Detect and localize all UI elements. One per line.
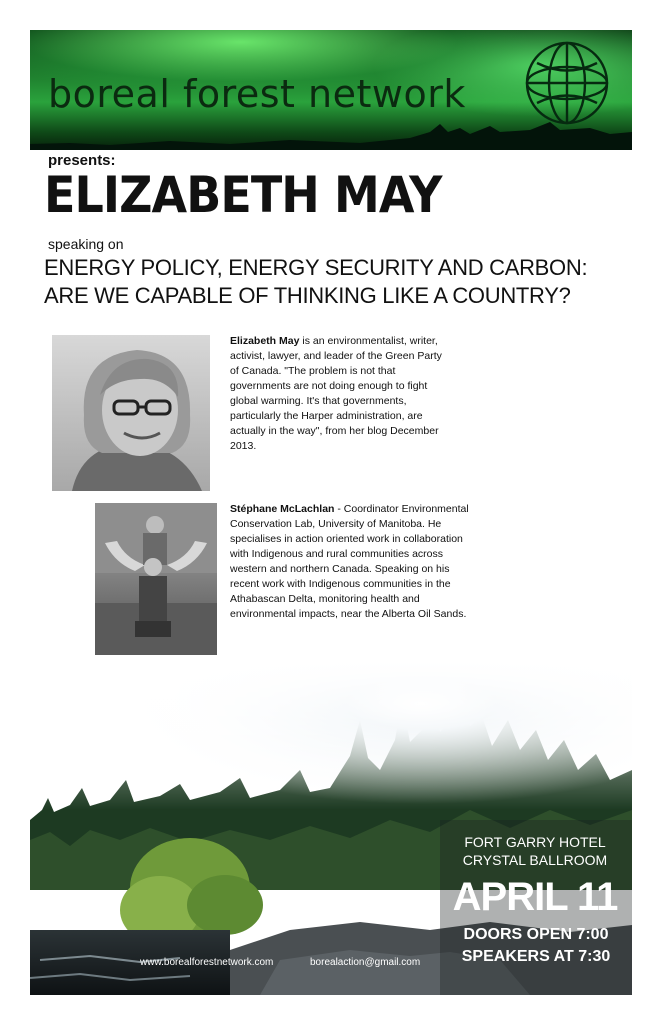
speaker-name: ELIZABETH MAY bbox=[44, 166, 442, 224]
bio-text: - Coordinator Environmental Conservation Lab, University of Manitoba. He specialises in action oriented work in collaboration with Indigenous and rural communities across western and northern Canada. Speaking on his recent work with Indigenous communities in the Athabascan Delta, monitoring health and environmental impacts, near the Alberta Oil Sands. bbox=[230, 503, 469, 620]
talk-title-line-2: ARE WE CAPABLE OF THINKING LIKE A COUNTRY? bbox=[44, 283, 571, 308]
venue-line-1: FORT GARRY HOTEL bbox=[464, 834, 606, 850]
talk-title-line-1: ENERGY POLICY, ENERGY SECURITY AND CARBON: bbox=[44, 255, 588, 280]
bio-name: Stéphane McLachlan bbox=[230, 503, 335, 515]
venue-name bbox=[450, 833, 620, 869]
speakers-at: SPEAKERS AT 7:30 bbox=[461, 948, 611, 965]
banner-title: boreal forest network bbox=[48, 72, 466, 116]
bio-elizabeth-may bbox=[230, 334, 452, 454]
presents-label: presents: bbox=[48, 152, 116, 169]
footer-website-link[interactable]: www.borealforestnetwork.com bbox=[140, 957, 274, 968]
portrait-illustration bbox=[52, 335, 210, 491]
doors-open: DOORS OPEN 7:00 bbox=[463, 926, 609, 943]
speaker-photo-may bbox=[52, 335, 210, 491]
scene-top-fade bbox=[30, 660, 632, 810]
field-photo-illustration bbox=[95, 503, 217, 655]
talk-title bbox=[44, 254, 624, 310]
bio-name: Elizabeth May bbox=[230, 335, 300, 347]
venue-line-2: CRYSTAL BALLROOM bbox=[462, 852, 608, 868]
globe-logo-icon bbox=[522, 38, 612, 128]
event-date: APRIL 11 bbox=[452, 875, 618, 919]
banner bbox=[30, 30, 632, 150]
bio-text: is an environmentalist, writer, activist, lawyer, and leader of the Green Party of Canada. "The problem is not that governments are not doing enough to fight global warming. It's that governments, particularly the Harper administration, are actually in the way", from her blog December 2013. bbox=[230, 335, 442, 452]
event-times bbox=[448, 924, 624, 968]
bio-stephane-mclachlan bbox=[230, 502, 480, 622]
speaker-photo-mclachlan bbox=[95, 503, 217, 655]
speaking-on-label: speaking on bbox=[48, 236, 124, 252]
footer-email-link[interactable]: borealaction@gmail.com bbox=[310, 957, 421, 968]
